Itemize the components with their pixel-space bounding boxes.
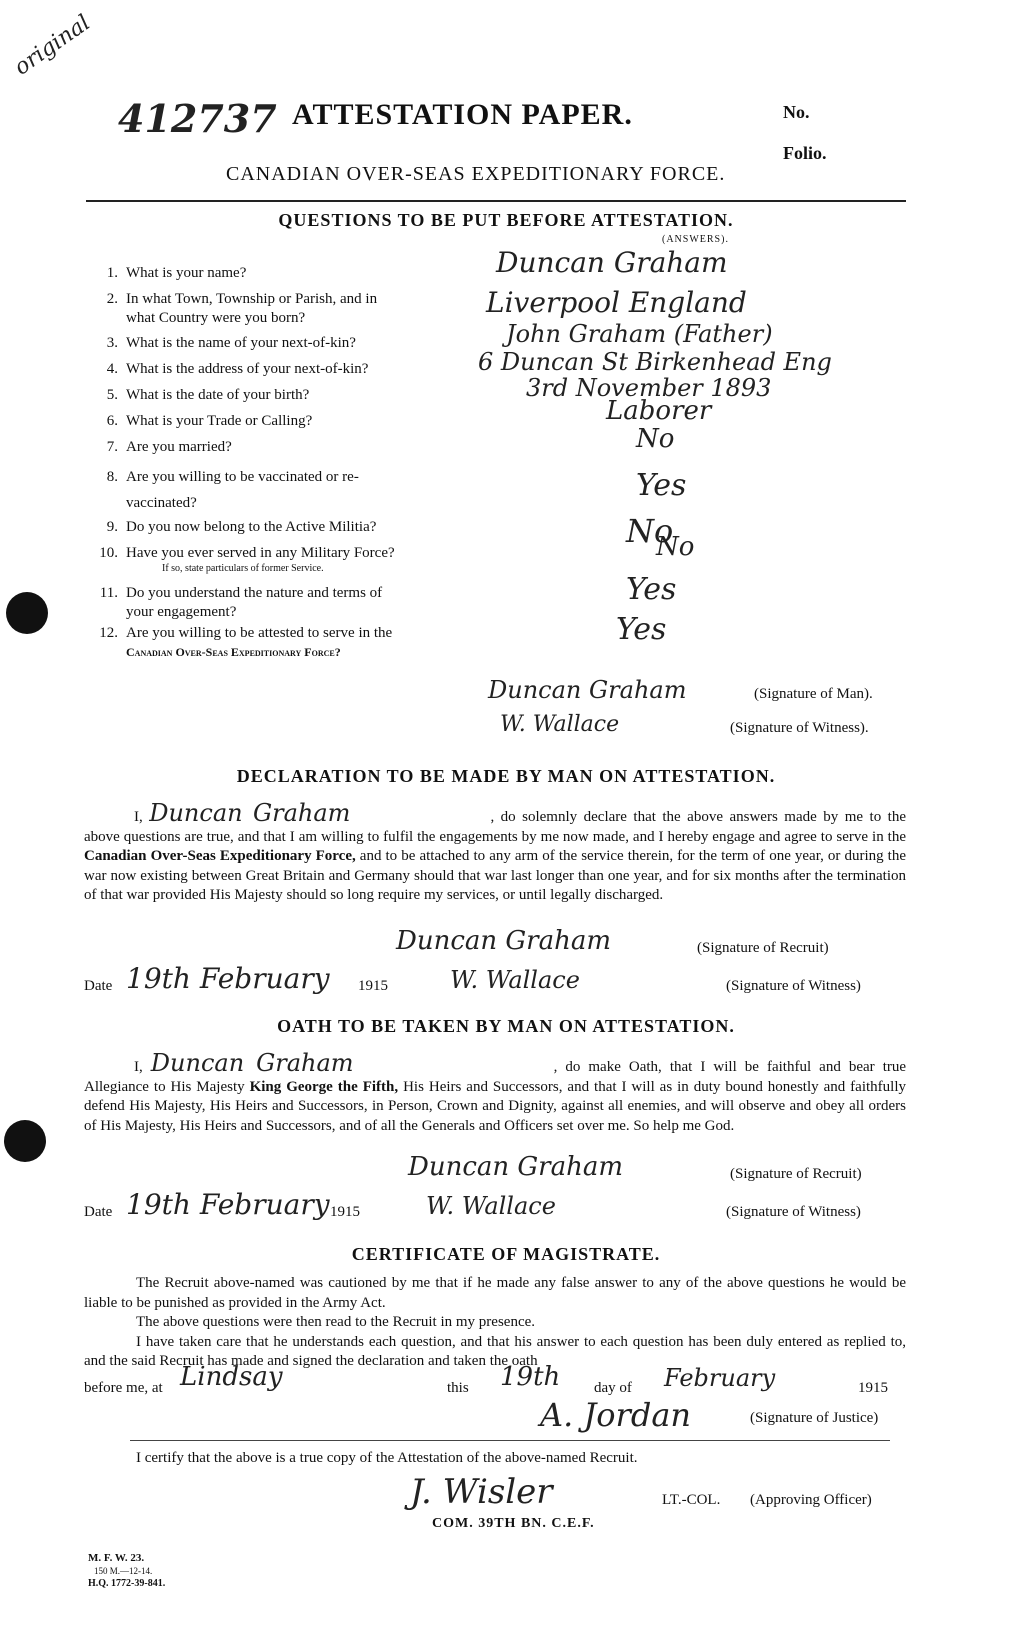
question-10 [86, 544, 395, 563]
man-signature: Duncan Graham [488, 676, 687, 704]
oath-recruit-signature: Duncan Graham [408, 1152, 624, 1182]
magistrate-year: 1915 [858, 1380, 888, 1396]
magistrate-paragraph-1: The Recruit above-named was cautioned by me that if he made any false answer to any of the above questions he would be liable to be punished as provided in the Army Act. [84, 1275, 906, 1311]
question-12 [86, 624, 392, 662]
page-subtitle: CANADIAN OVER-SEAS EXPEDITIONARY FORCE. [226, 163, 726, 185]
justice-label: (Signature of Justice) [750, 1410, 879, 1426]
question-number: 6. [106, 413, 118, 429]
punch-hole-upper [6, 592, 48, 634]
witness-signature-label: (Signature of Witness). [730, 720, 869, 736]
declaration-witness-signature: W. Wallace [450, 966, 580, 994]
answer-6: Laborer [606, 396, 712, 426]
certify-text: I certify that the above is a true copy of the Attestation of the above-named Recruit. [136, 1450, 638, 1466]
declaration-witness-label: (Signature of Witness) [726, 978, 861, 994]
questions-heading: QUESTIONS TO BE PUT BEFORE ATTESTATION. [278, 210, 734, 230]
original-annotation: original [10, 10, 95, 81]
page-title: ATTESTATION PAPER. [292, 98, 633, 131]
oath-text [84, 1049, 907, 1136]
lt-col-label: LT.-COL. [662, 1492, 721, 1508]
question-text-cont: Canadian Over-Seas Expeditionary Force? [126, 645, 341, 659]
declaration-recruit-signature: Duncan Graham [396, 926, 612, 956]
oath-intro: I, [134, 1059, 143, 1075]
question-text: In what Town, Township or Parish, and in [126, 291, 378, 307]
question-text-cont: your engagement? [126, 604, 237, 620]
question-3 [86, 334, 356, 353]
question-number: 12. [99, 625, 118, 641]
question-number: 5. [106, 387, 118, 403]
declaration-intro: I, [134, 809, 143, 825]
question-10-note: If so, state particulars of former Service. [162, 563, 324, 574]
question-text: What is the name of your next-of-kin? [126, 335, 356, 351]
question-text: Do you understand the nature and terms of [126, 585, 383, 601]
magistrate-rule [130, 1440, 890, 1441]
approving-officer-signature: J. Wisler [410, 1472, 553, 1512]
answer-4: 6 Duncan St Birkenhead Eng [478, 348, 832, 376]
answer-7: No [636, 424, 675, 454]
question-text: Do you now belong to the Active Militia? [126, 519, 377, 535]
question-number: 1. [106, 265, 118, 281]
question-5 [86, 386, 309, 405]
header-rule [86, 200, 906, 202]
magistrate-paragraph-3: I have taken care that he understands each question, and that his answer to each question has been duly entered as replied to, and the said Recruit has made and signed the declaration and taken the oath [84, 1333, 906, 1369]
man-signature-label: (Signature of Man). [754, 686, 873, 702]
answer-10: No [656, 532, 695, 562]
no-label: No. [783, 102, 810, 122]
question-text: Are you willing to be attested to serve in the [126, 625, 393, 641]
justice-signature: A. Jordan [540, 1396, 692, 1434]
question-text: Have you ever served in any Military Force? [126, 545, 395, 561]
question-text: What is your Trade or Calling? [126, 413, 313, 429]
question-2 [86, 290, 377, 328]
oath-name: Duncan Graham [150, 1049, 354, 1077]
question-text: Are you willing to be vaccinated or re- [126, 469, 359, 485]
declaration-date: 19th February [126, 962, 330, 995]
magistrate-day: 19th [500, 1362, 561, 1392]
answer-2: Liverpool England [486, 286, 747, 319]
witness-signature: W. Wallace [500, 712, 620, 737]
declaration-text [84, 799, 907, 906]
question-text-cont: vaccinated? [126, 495, 197, 511]
question-number: 8. [106, 469, 118, 485]
question-number: 4. [106, 361, 118, 377]
answer-8: Yes [636, 468, 687, 503]
question-text-cont: what Country were you born? [126, 310, 306, 326]
question-number: 7. [106, 439, 118, 455]
question-1 [86, 264, 246, 283]
oath-witness-label: (Signature of Witness) [726, 1204, 861, 1220]
oath-witness-signature: W. Wallace [426, 1192, 556, 1220]
oath-king: King George the Fifth, [249, 1078, 399, 1095]
question-text: Are you married? [126, 439, 232, 455]
question-8 [86, 464, 359, 516]
this-label: this [447, 1380, 469, 1396]
declaration-name: Duncan Graham [149, 799, 351, 827]
magistrate-paragraph-2: The above questions were then read to the Recruit in my presence. [136, 1314, 536, 1330]
declaration-date-label: Date [84, 978, 113, 994]
question-number: 3. [106, 335, 118, 351]
question-4 [86, 360, 368, 379]
oath-body-1: , do make Oath, that I will be faithful and bear true Allegiance to His Majesty [84, 1059, 907, 1095]
declaration-year: 1915 [358, 978, 388, 994]
answers-label: (ANSWERS). [662, 234, 729, 245]
declaration-body-1: , do solemnly declare that the above answers made by me to the above questions are true, and that I am willing to fulfil the engagements by me now made, and I hereby engage and agree to serve in the [84, 809, 907, 845]
answer-11: Yes [626, 572, 677, 607]
declaration-recruit-label: (Signature of Recruit) [697, 940, 829, 956]
question-11 [86, 584, 382, 622]
declaration-body-2: and to be attached to any arm of the service therein, for the term of one year, or during the war now existing between Great Britain and Germany should that war last longer than one year, and for six months after the termination of that war provided His Majesty should so long require my services, or until legally discharged. [84, 848, 907, 903]
oath-body-2: His Heirs and Successors, and that I will as in duty bound honestly and faithfully defend His Majesty, His Heirs and Successors, in Person, Crown and Dignity, against all enemies, and will observe and obey all orders of His Majesty, His Heirs and Successors, and of all the Generals and Officers set over me. So help me God. [84, 1078, 906, 1134]
oath-heading: OATH TO BE TAKEN BY MAN ON ATTESTATION. [277, 1016, 735, 1036]
unit-stamp: COM. 39TH BN. C.E.F. [432, 1516, 595, 1531]
punch-hole-lower [4, 1120, 46, 1162]
question-text: What is the date of your birth? [126, 387, 310, 403]
folio-label: Folio. [783, 143, 827, 163]
regimental-number: 412737 [118, 96, 277, 141]
oath-year: 1915 [330, 1204, 360, 1220]
declaration-heading: DECLARATION TO BE MADE BY MAN ON ATTESTATION. [236, 766, 776, 786]
form-number: M. F. W. 23. [88, 1552, 145, 1564]
question-number: 10. [99, 545, 118, 561]
answer-12: Yes [616, 612, 667, 647]
print-run: 150 M.—12-14. [94, 1566, 153, 1576]
magistrate-month: February [664, 1364, 776, 1392]
oath-recruit-label: (Signature of Recruit) [730, 1166, 862, 1182]
day-of-label: day of [594, 1380, 632, 1396]
question-number: 9. [106, 519, 118, 535]
question-number: 2. [106, 291, 118, 307]
declaration-force: Canadian Over-Seas Expeditionary Force, [84, 848, 356, 864]
oath-date: 19th February [126, 1188, 330, 1221]
magistrate-text [84, 1274, 906, 1372]
question-9 [86, 518, 376, 537]
question-7 [86, 438, 232, 457]
print-code: H.Q. 1772-39-841. [88, 1578, 166, 1589]
question-text: What is the address of your next-of-kin? [126, 361, 369, 377]
answer-5: 3rd November 1893 [526, 374, 772, 402]
oath-date-label: Date [84, 1204, 113, 1220]
question-6 [86, 412, 312, 431]
answer-9: No [626, 512, 674, 550]
question-number: 11. [99, 585, 118, 601]
magistrate-place: Lindsay [180, 1362, 283, 1392]
magistrate-heading: CERTIFICATE OF MAGISTRATE. [351, 1244, 661, 1264]
approving-officer-label: (Approving Officer) [750, 1492, 872, 1508]
answer-1: Duncan Graham [496, 246, 728, 279]
before-me-label: before me, at [84, 1380, 163, 1396]
question-text: What is your name? [126, 265, 247, 281]
questions-list [86, 246, 986, 674]
answer-3: John Graham (Father) [506, 320, 773, 348]
